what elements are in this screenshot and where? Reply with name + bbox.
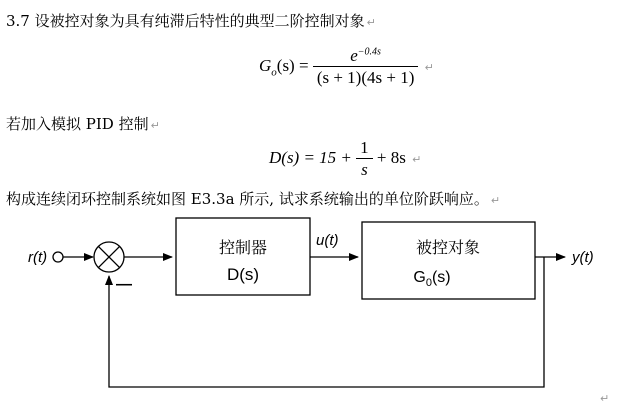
feedback-minus-sign: — bbox=[116, 276, 132, 293]
plant-eq-arg: (s) = bbox=[276, 55, 309, 75]
return-mark-icon: ↵ bbox=[366, 16, 376, 29]
summing-junction bbox=[94, 242, 124, 272]
plant-tf: $G_0(s)$ bbox=[413, 269, 451, 289]
return-mark-icon: ↵ bbox=[150, 119, 160, 132]
task-text: 构成连续闭环控制系统如图 E3.3a 所示, 试求系统输出的单位阶跃响应。 bbox=[6, 190, 489, 208]
controller-eq-lhs: D(s) = 15 + bbox=[269, 147, 352, 167]
plant-eq-numerator: e bbox=[350, 46, 358, 65]
input-node bbox=[53, 252, 63, 262]
control-signal-label: u(t) bbox=[316, 232, 339, 249]
plant-eq-exponent: −0.4s bbox=[357, 46, 381, 58]
plant-eq-lhs: G bbox=[259, 55, 272, 75]
return-mark-icon: ↵ bbox=[424, 60, 434, 74]
pid-text: 若加入模拟 PID 控制 bbox=[6, 115, 149, 133]
plant-eq-denominator: (s + 1)(4s + 1) bbox=[313, 66, 419, 88]
trailing-return bbox=[598, 388, 609, 406]
output-label: y(t) bbox=[572, 249, 594, 266]
return-mark-icon: ↵ bbox=[412, 152, 422, 166]
plant-block bbox=[362, 222, 535, 299]
intro-text: 3.7 设被控对象为具有纯滞后特性的典型二阶控制对象 bbox=[6, 12, 365, 30]
return-mark-icon: ↵ bbox=[490, 194, 501, 207]
controller-title: 控制器 bbox=[218, 240, 268, 257]
controller-eq-tail: + 8s bbox=[376, 147, 406, 167]
plant-eq-sub: o bbox=[271, 66, 277, 79]
input-label: r(t) bbox=[28, 249, 48, 266]
controller-eq-numerator: 1 bbox=[360, 138, 369, 157]
return-mark-icon: ↵ bbox=[600, 392, 610, 405]
plant-title: 被控对象 bbox=[415, 240, 481, 257]
controller-eq-denominator: s bbox=[356, 158, 373, 180]
controller-tf: D(s) bbox=[226, 265, 260, 284]
